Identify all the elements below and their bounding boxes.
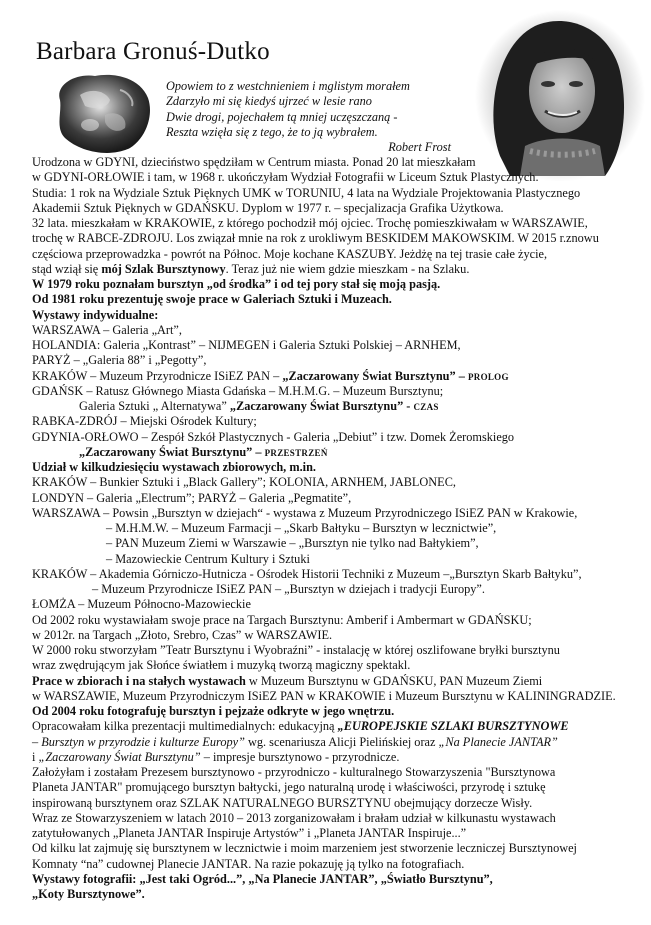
exhibition-text: Galeria Sztuki „ Alternatywa” xyxy=(79,399,230,413)
bio-line: trochę w RABCE-ZDROJU. Los związał mnie na rok z urokliwym BESKIDEM MAKOWSKIM. W 2015 r.znowu xyxy=(32,231,599,246)
group-exhibition-item: wraz zwędrującym jak Słońce światłem i muzyką tworzą magiczny spektakl. xyxy=(32,658,411,673)
closing-line: inspirowaną bursztynem oraz SZLAK NATURALNEGO BURSZTYNU obejmujący dorzecze Wisły. xyxy=(32,795,533,810)
collections-heading: Prace w zbiorach i na stałych wystawach xyxy=(32,673,246,688)
multimedia-text: i xyxy=(32,749,39,764)
group-exhibition-item: Od 2002 roku wystawiałam swoje prace na Targach Bursztynu: Amberif i Ambermart w GDAŃSKU; xyxy=(32,612,532,627)
solo-exhibition-item: RABKA-ZDRÓJ – Miejski Ośrodek Kultury; xyxy=(32,414,257,429)
exhibition-text: KRAKÓW – Muzeum Przyrodnicze ISiEZ PAN – xyxy=(32,368,283,383)
bio-line: w GDYNI-ORŁOWIE i tam, w 1968 r. ukończyłam Wydział Fotografii w Liceum Sztuk Plastycznych. xyxy=(32,170,539,185)
multimedia-line xyxy=(32,735,632,750)
bio-text: stąd wziął się xyxy=(32,261,102,276)
multimedia-title: – Bursztyn w przyrodzie i kulturze Europy” xyxy=(32,734,245,749)
closing-line: Od kilku lat zajmuję się bursztynem w lecznictwie i moim marzeniem jest stworzenie leczniczej Bursztynowej xyxy=(32,841,577,856)
bio-text: . Teraz już nie wiem gdzie mieszkam - na Szlaku. xyxy=(225,261,470,276)
collections-text: w Muzeum Bursztynu w GDAŃSKU, PAN Muzeum Ziemi xyxy=(245,673,543,688)
group-exhibition-item: W 2000 roku stworzyłam ”Teatr Bursztynu i Wyobraźni” - instalację w której oszlifowane bryłki bursztynu xyxy=(32,643,560,657)
multimedia-title: „EUROPEJSKIE SZLAKI BURSZTYNOWE xyxy=(337,719,569,734)
amber-stone-image xyxy=(50,70,155,155)
exhibition-subtitle: CZAS xyxy=(413,402,439,412)
group-exhibition-item: WARSZAWA – Powsin „Bursztyn w dziejach“ - wystawa z Muzeum Przyrodniczego ISiEZ PAN w Krakowie, xyxy=(32,505,578,520)
exhibition-subtitle: PRZESTRZEŃ xyxy=(264,447,328,458)
multimedia-text: wg. scenariusza Alicji Pielińskiej oraz xyxy=(244,734,439,749)
solo-exhibition-item: GDAŃSK – Ratusz Głównego Miasta Gdańska – M.H.M.G. – Muzeum Bursztynu; xyxy=(32,383,444,398)
exhibition-title: „Zaczarowany Świat Bursztynu” – xyxy=(282,368,468,383)
group-exhibition-item: – PAN Muzeum Ziemi w Warszawie – „Bursztyn nie tylko nad Bałtykiem”, xyxy=(106,536,479,551)
closing-line: Założyłam i zostałam Prezesem bursztynowo - przyrodniczo - kulturalnego Stowarzyszenia "Bursztynowa xyxy=(32,765,556,779)
exhibition-title: „Zaczarowany Świat Bursztynu” – xyxy=(79,444,265,459)
poem-line: Opowiem to z westchnieniem i mglistym morałem xyxy=(166,79,410,93)
poem-line: Reszta wzięła się z tego, że to ją wybrałem. xyxy=(166,124,378,139)
solo-exhibition-item: GDYNIA-ORŁOWO – Zespół Szkół Plastycznych - Galeria „Debiut” i tzw. Domek Żeromskiego xyxy=(32,429,515,444)
multimedia-title: „Na Planecie JANTAR” xyxy=(438,734,558,749)
bio-line: 32 lata. mieszkałam w KRAKOWIE, z którego pochodził mój ojciec. Trochę pomieszkiwałam w WARSZAWIE, xyxy=(32,216,588,230)
bio-line xyxy=(32,262,632,277)
group-exhibition-item: – M.H.M.W. – Muzeum Farmacji – „Skarb Bałtyku – Bursztyn w lecznictwie”, xyxy=(106,521,497,535)
group-exhibition-item: LONDYN – Galeria „Electrum”; PARYŻ – Galeria „Pegmatite”, xyxy=(32,490,352,505)
heading-group-exhibitions: Udział w kilkudziesięciu wystawach zbiorowych, m.in. xyxy=(32,460,316,474)
group-exhibition-item: KRAKÓW – Bunkier Sztuki i „Black Gallery”; KOLONIA, ARNHEM, JABLONEC, xyxy=(32,475,456,490)
poem-line: Dwie drogi, pojechałem tą mniej uczęszczaną - xyxy=(166,109,398,124)
solo-exhibition-item xyxy=(32,399,632,414)
bio-line: Akademii Sztuk Pięknych w GDAŃSKU. Dyplom w 1977 r. – specjalizacja Grafika Użytkowa. xyxy=(32,200,504,215)
closing-line: Komnaty “na” cudownej Planecie JANTAR. Na razie pokazuję ją tylko na fotografiach. xyxy=(32,856,465,871)
bio-line: częściowa przeprowadzka - powrót na Północ. Moje kochane KASZUBY. Jeżdżę na tej trasie całe życie, xyxy=(32,246,548,261)
solo-exhibition-item: PARYŻ – „Galeria 88” i „Pegotty”, xyxy=(32,353,207,368)
solo-exhibition-item xyxy=(32,445,632,460)
closing-line: zatytułowanych „Planeta JANTAR Inspiruje Artystów” i „Planeta JANTAR Inspiruje...” xyxy=(32,826,467,840)
poem-author: Robert Frost xyxy=(388,140,451,155)
poem-line: Zdarzyło mi się kiedyś ujrzeć w lesie rano xyxy=(166,94,372,109)
group-exhibition-item: w 2012r. na Targach „Złoto, Srebro, Czas” w WARSZAWIE. xyxy=(32,627,333,642)
multimedia-line xyxy=(32,719,632,734)
multimedia-title: „Zaczarowany Świat Bursztynu” xyxy=(38,749,201,764)
group-exhibition-item: – Muzeum Przyrodnicze ISiEZ PAN – „Bursztyn w dziejach i tradycji Europy”. xyxy=(92,582,485,596)
multimedia-text: Opracowałam kilka prezentacji multimedialnych: edukacyjną xyxy=(32,719,338,734)
exhibition-subtitle: PROLOG xyxy=(467,371,509,382)
heading-solo-exhibitions: Wystawy indywidualne: xyxy=(32,307,159,322)
multimedia-text: – impresje bursztynowo - przyrodnicze. xyxy=(200,749,400,764)
exhibition-title: „Zaczarowany Świat Bursztynu” - xyxy=(229,399,414,413)
closing-line: Wraz ze Stowarzyszeniem w latach 2010 – 2013 zorganizowałam i brałam udział w kilkunastu wystawach xyxy=(32,810,556,825)
biography-body xyxy=(32,155,632,902)
collections-line xyxy=(32,674,632,689)
collections-line: w WARSZAWIE, Muzeum Przyrodniczym ISiEZ PAN w KRAKOWIE i Muzeum Bursztynu w KALININGRADZIE. xyxy=(32,688,616,703)
photo-exhibitions-line: Wystawy fotografii: „Jest taki Ogród...”, „Na Planecie JANTAR”, „Światło Bursztynu”, xyxy=(32,871,493,886)
heading-amber-passion: W 1979 roku poznałam bursztyn „od środka” i od tej pory stał się moją pasją. xyxy=(32,277,441,291)
solo-exhibition-item: HOLANDIA: Galeria „Kontrast” – NIJMEGEN i Galeria Sztuki Polskiej – ARNHEM, xyxy=(32,338,461,352)
multimedia-line xyxy=(32,750,632,765)
bio-line: Urodzona w GDYNI, dzieciństwo spędziłam w Centrum miasta. Ponad 20 lat mieszkałam xyxy=(32,155,476,169)
heading-photography: Od 2004 roku fotografuję bursztyn i pejzaże odkryte w jego wnętrzu. xyxy=(32,704,395,718)
group-exhibition-item: ŁOMŻA – Muzeum Północno-Mazowieckie xyxy=(32,597,251,612)
page-title: Barbara Gronuś-Dutko xyxy=(36,38,270,65)
heading-galleries: Od 1981 roku prezentuję swoje prace w Galeriach Sztuki i Muzeach. xyxy=(32,292,392,307)
poem-epigraph xyxy=(166,79,456,155)
solo-exhibition-item xyxy=(32,369,632,384)
group-exhibition-item: KRAKÓW – Akademia Górniczo-Hutnicza - Ośrodek Historii Techniki z Muzeum –„Bursztyn Skarb Bałtyku”, xyxy=(32,566,582,581)
group-exhibition-item: – Mazowieckie Centrum Kultury i Sztuki xyxy=(106,551,310,566)
bio-emphasis: mój Szlak Bursztynowy xyxy=(101,261,226,276)
bio-line: Studia: 1 rok na Wydziale Sztuk Pięknych UMK w TORUNIU, 4 lata na Wydziale Projektowania Plastycznego xyxy=(32,185,581,200)
solo-exhibition-item: WARSZAWA – Galeria „Art”, xyxy=(32,322,182,337)
photo-exhibitions-line: „Koty Bursztynowe”. xyxy=(32,887,145,901)
closing-line: Planeta JANTAR" promującego bursztyn bałtycki, jego naturalną urodę i właściwości, przyrodę i sztukę xyxy=(32,780,546,795)
